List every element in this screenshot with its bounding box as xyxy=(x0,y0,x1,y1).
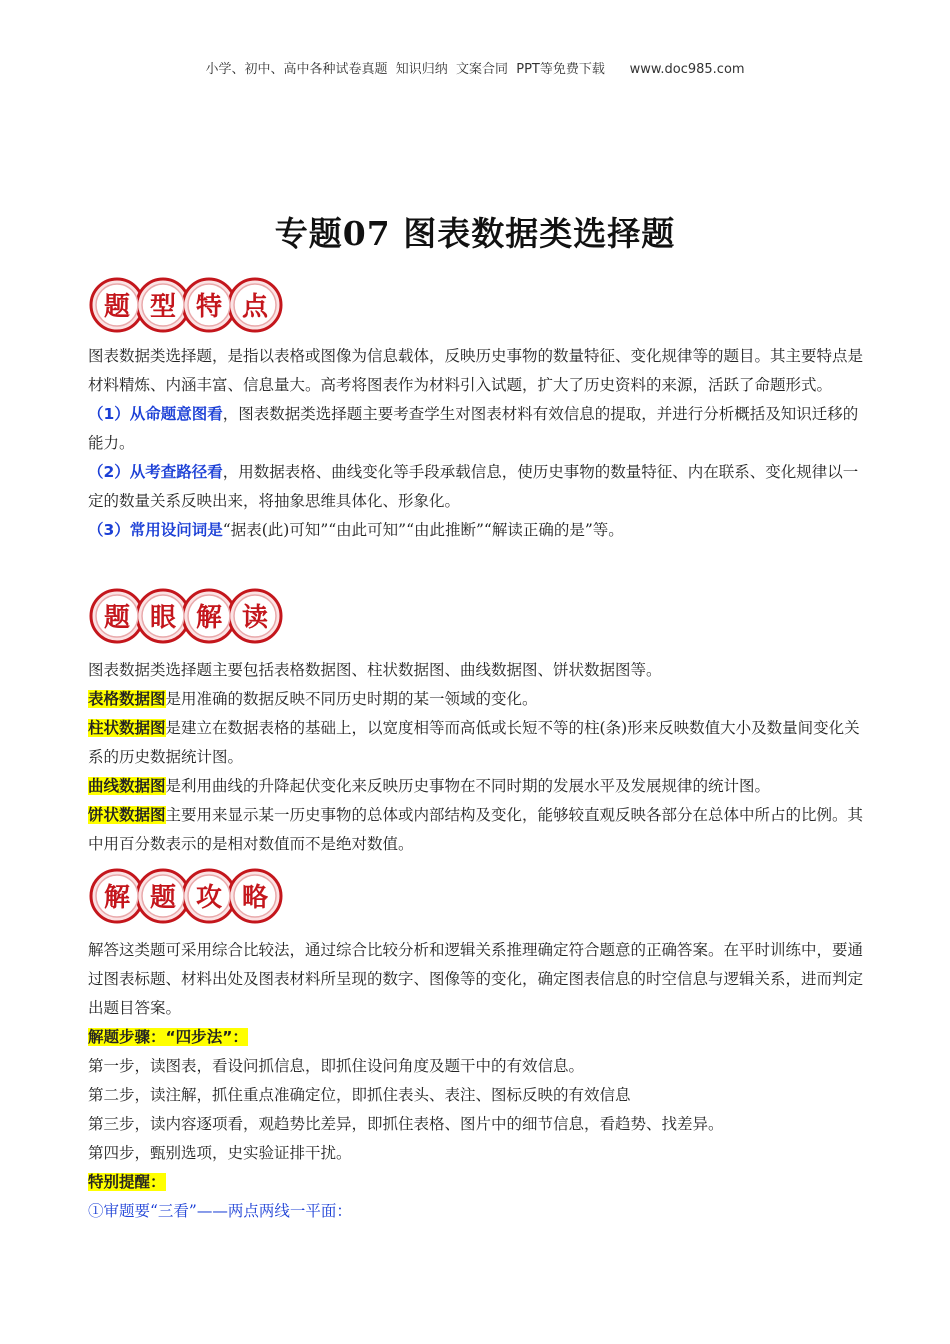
badge-reading xyxy=(88,585,284,647)
point-text: ，用数据表格、曲线变化等手段承载信息，使历史事物的数量特征、内在联系、变化规律以一定的数量关系反映出来，将抽象思维具体化、形象化。 xyxy=(88,463,859,510)
badge-char: 读 xyxy=(241,603,269,633)
features-intro: 图表数据类选择题，是指以表格或图像为信息载体，反映历史事物的数量特征、变化规律等的题目。其主要特点是材料精炼、内涵丰富、信息量大。高考将图表作为材料引入试题，扩大了历史资料的来源，活跃了命题形式。 xyxy=(88,347,864,394)
page-header xyxy=(0,58,950,77)
point-text: ，图表数据类选择题主要考查学生对图表材料有效信息的提取，并进行分析概括及知识迁移的能力。 xyxy=(88,405,859,452)
badge-char: 型 xyxy=(149,292,177,322)
features-point-1 xyxy=(88,400,864,458)
header-text: 小学、初中、高中各种试卷真题 知识归纳 文案合同 PPT等免费下载 xyxy=(205,62,605,77)
badge-features xyxy=(88,274,284,336)
reading-item xyxy=(88,801,864,859)
step-item: 第一步，读图表，看设问抓信息，即抓住设问角度及题干中的有效信息。 xyxy=(88,1057,585,1075)
badge-char: 题 xyxy=(103,603,131,633)
badge-char: 解 xyxy=(195,603,223,633)
badge-char: 特 xyxy=(195,292,223,322)
tip-item: ①审题要“三看”——两点两线一平面： xyxy=(88,1202,352,1220)
reading-term: 柱状数据图 xyxy=(88,719,166,737)
reading-text: 是用准确的数据反映不同历史时期的某一领域的变化。 xyxy=(165,690,538,708)
steps-label-line xyxy=(88,1023,864,1052)
point-label: （3）常用设问词是 xyxy=(88,521,223,539)
reading-term: 曲线数据图 xyxy=(88,777,166,795)
reading-text: 是建立在数据表格的基础上，以宽度相等而高低或长短不等的柱(条)形来反映数值大小及数量间变化关系的历史数据统计图。 xyxy=(88,719,860,766)
point-label: （2）从考查路径看 xyxy=(88,463,223,481)
badge-char: 眼 xyxy=(149,603,177,633)
tips-label: 特别提醒： xyxy=(88,1173,166,1191)
step-item: 第四步，甄别选项，史实验证排干扰。 xyxy=(88,1144,352,1162)
reading-section xyxy=(88,656,864,859)
reading-item xyxy=(88,714,864,772)
features-point-3 xyxy=(88,516,864,545)
reading-intro: 图表数据类选择题主要包括表格数据图、柱状数据图、曲线数据图、饼状数据图等。 xyxy=(88,661,662,679)
reading-text: 是利用曲线的升降起伏变化来反映历史事物在不同时期的发展水平及发展规律的统计图。 xyxy=(165,777,771,795)
features-section xyxy=(88,342,864,545)
point-text: “据表(此)可知”“由此可知”“由此推断”“解读正确的是”等。 xyxy=(222,521,624,539)
reading-term: 饼状数据图 xyxy=(88,806,166,824)
step-item: 第二步，读注解，抓住重点准确定位，即抓住表头、表注、图标反映的有效信息 xyxy=(88,1086,631,1104)
steps-label: 解题步骤：“四步法”： xyxy=(88,1028,248,1046)
point-label: （1）从命题意图看 xyxy=(88,405,223,423)
reading-text: 主要用来显示某一历史事物的总体或内部结构及变化，能够较直观反映各部分在总体中所占的比例。其中用百分数表示的是相对数值而不是绝对数值。 xyxy=(88,806,864,853)
reading-item xyxy=(88,772,864,801)
header-site-link[interactable]: www.doc985.com xyxy=(629,62,745,77)
features-point-2 xyxy=(88,458,864,516)
badge-char: 略 xyxy=(241,883,269,913)
badge-char: 攻 xyxy=(195,883,223,913)
badge-char: 题 xyxy=(149,883,177,913)
badge-char: 解 xyxy=(103,883,131,913)
step-item: 第三步，读内容逐项看，观趋势比差异，即抓住表格、图片中的细节信息，看趋势、找差异。 xyxy=(88,1115,724,1133)
strategy-section xyxy=(88,936,864,1226)
reading-item xyxy=(88,685,864,714)
badge-char: 题 xyxy=(103,292,131,322)
tips-label-line xyxy=(88,1168,864,1197)
page-title: 专题07 图表数据类选择题 xyxy=(274,214,676,253)
reading-term: 表格数据图 xyxy=(88,690,166,708)
strategy-intro: 解答这类题可采用综合比较法，通过综合比较分析和逻辑关系推理确定符合题意的正确答案。在平时训练中，要通过图表标题、材料出处及图表材料所呈现的数字、图像等的变化，确定图表信息的时空信息与逻辑关系，进而判定出题目答案。 xyxy=(88,941,864,1017)
badge-strategy xyxy=(88,865,284,927)
badge-char: 点 xyxy=(241,292,269,322)
